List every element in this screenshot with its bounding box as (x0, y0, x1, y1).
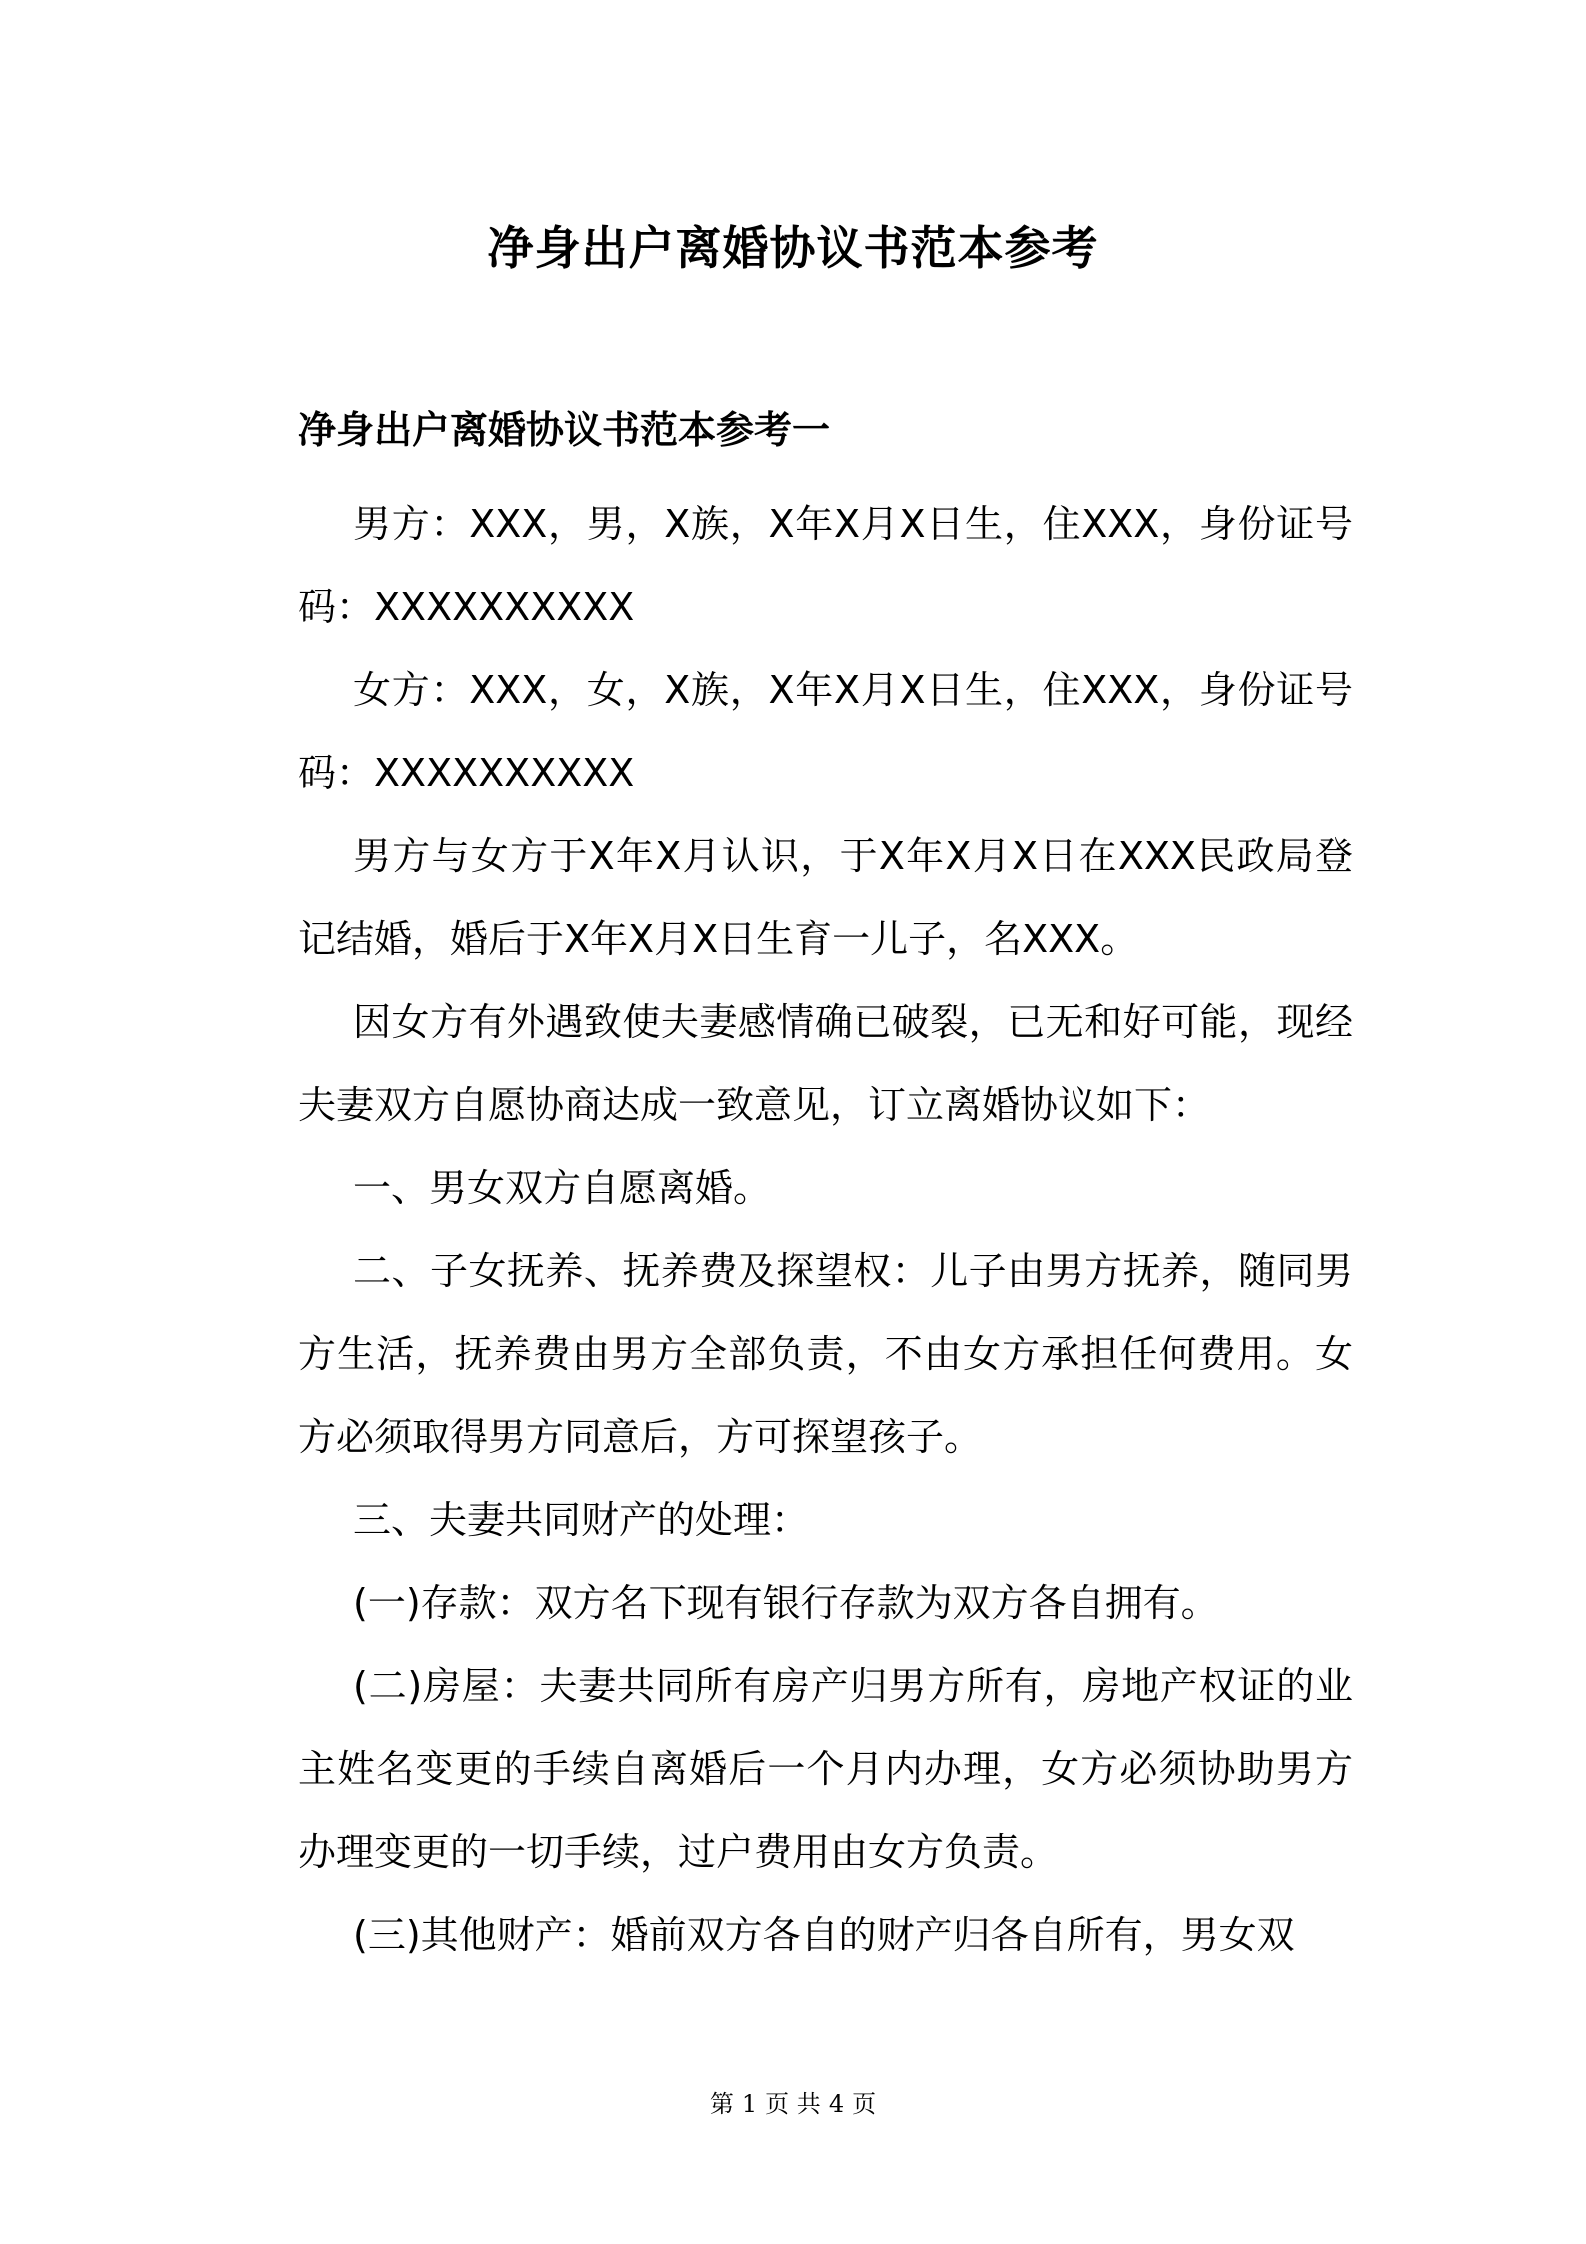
footer-middle: 页 共 (765, 2090, 821, 2118)
page-footer (0, 2088, 1586, 2120)
clause-2-child-custody: 二、子女抚养、抚养费及探望权：儿子由男方抚养，随同男方生活，抚养费由男方全部负责，不由女方承担任何费用。女方必须取得男方同意后，方可探望孩子。 (298, 1249, 1353, 1459)
footer-suffix: 页 (852, 2090, 877, 2118)
clause-3-2-housing: (二)房屋：夫妻共同所有房产归男方所有，房地产权证的业主姓名变更的手续自离婚后一个月内办理，女方必须协助男方办理变更的一切手续，过户费用由女方负责。 (298, 1664, 1353, 1874)
clause-1-divorce: 一、男女双方自愿离婚。 (353, 1166, 772, 1210)
paragraph-female-party: 女方：XXX，女，X族，X年X月X日生，住XXX，身份证号码：XXXXXXXXXX (298, 668, 1353, 795)
footer-prefix: 第 (709, 2090, 734, 2118)
paragraph-divorce-reason: 因女方有外遇致使夫妻感情确已破裂，已无和好可能，现经夫妻双方自愿协商达成一致意见，订立离婚协议如下： (298, 1000, 1353, 1127)
section-heading: 净身出户离婚协议书范本参考一 (298, 408, 831, 452)
paragraph-male-party: 男方：XXX，男，X族，X年X月X日生，住XXX，身份证号码：XXXXXXXXXX (298, 502, 1353, 629)
clause-3-property-heading: 三、夫妻共同财产的处理： (353, 1498, 810, 1542)
document-body (298, 400, 1353, 1977)
clause-3-3-other-property: (三)其他财产：婚前双方各自的财产归各自所有，男女双 (353, 1913, 1295, 1957)
page-title: 净身出户离婚协议书范本参考 (487, 221, 1099, 275)
paragraph-marriage-background: 男方与女方于X年X月认识，于X年X月X日在XXX民政局登记结婚，婚后于X年X月X日生育一儿子，名XXX。 (298, 834, 1353, 961)
footer-total-pages: 4 (828, 2090, 845, 2118)
footer-current-page: 1 (741, 2090, 758, 2118)
clause-3-1-deposits: (一)存款：双方名下现有银行存款为双方各自拥有。 (353, 1581, 1219, 1625)
